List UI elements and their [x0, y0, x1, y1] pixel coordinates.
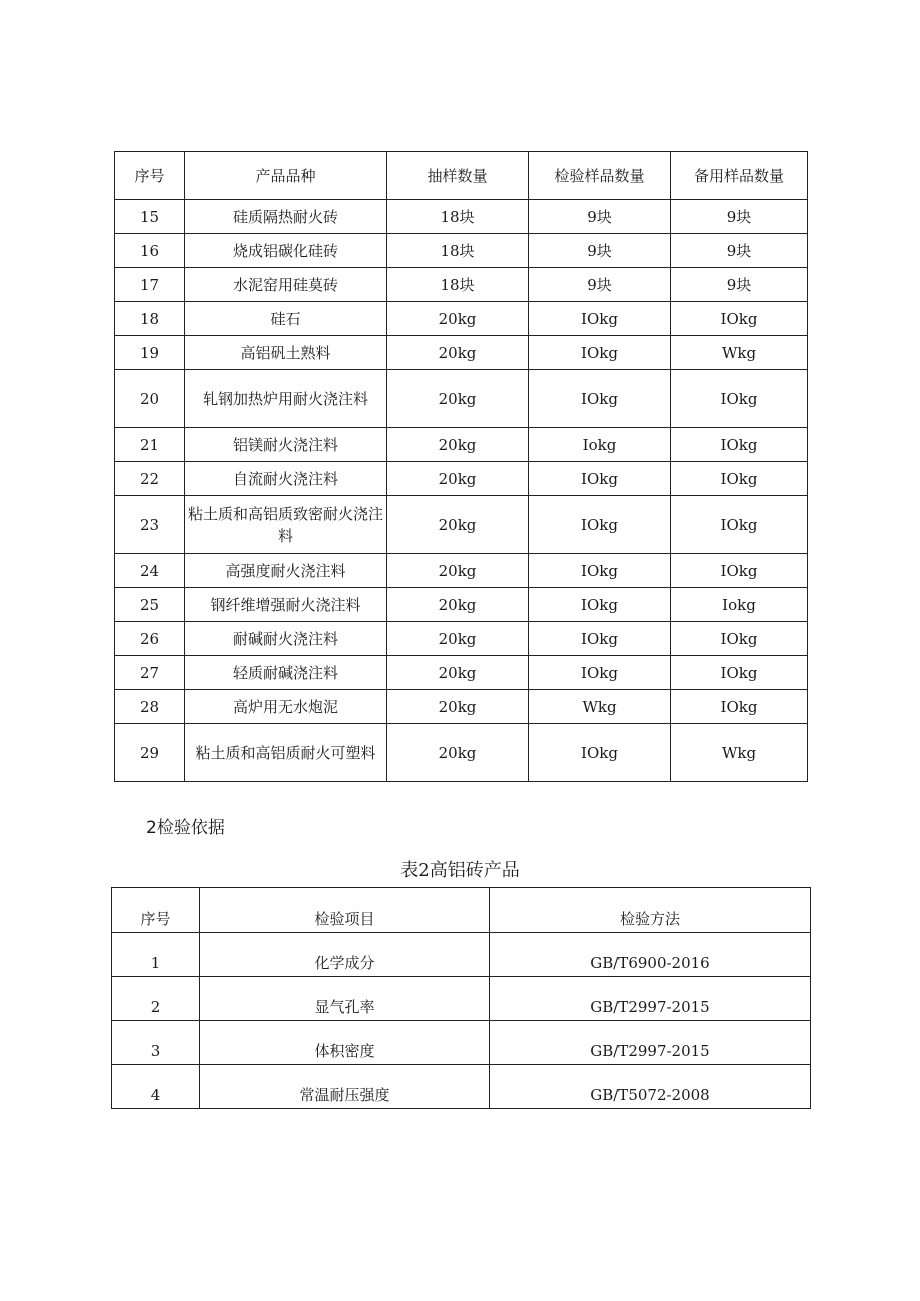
table-row: [115, 554, 808, 588]
table-cell: 20kg: [387, 622, 529, 656]
table-cell: 18块: [387, 200, 529, 234]
table-cell: 20kg: [387, 336, 529, 370]
table-row: [115, 462, 808, 496]
table-cell: 高铝矾土熟料: [185, 336, 387, 370]
table-cell: 9块: [671, 268, 808, 302]
section-title: 2检验依据: [146, 818, 225, 838]
table-row: [115, 370, 808, 428]
table-row: [112, 1021, 811, 1065]
table-cell: 20kg: [387, 554, 529, 588]
table-cell: 粘土质和高铝质耐火可塑料: [185, 724, 387, 782]
table-row: [115, 234, 808, 268]
table-cell: 20kg: [387, 656, 529, 690]
table-cell: 20kg: [387, 690, 529, 724]
table-cell: IOkg: [671, 622, 808, 656]
table-header-row: [115, 152, 808, 200]
table-cell: 烧成铝碳化硅砖: [185, 234, 387, 268]
table-cell: Wkg: [671, 724, 808, 782]
table-row: [115, 690, 808, 724]
table-cell: 9块: [671, 200, 808, 234]
table-cell: IOkg: [529, 656, 671, 690]
table-caption: 表2高铝砖产品: [400, 860, 520, 881]
table-cell: 9块: [671, 234, 808, 268]
table-cell: 18: [115, 302, 185, 336]
column-header: 检验样品数量: [529, 152, 671, 200]
table-cell: 钢纤维增强耐火浇注料: [185, 588, 387, 622]
table-row: [115, 428, 808, 462]
table-cell: 18块: [387, 234, 529, 268]
table-row: [115, 336, 808, 370]
table-row: [115, 622, 808, 656]
inspection-basis-table: [111, 887, 811, 1109]
table-cell: IOkg: [529, 724, 671, 782]
table-cell: IOkg: [671, 462, 808, 496]
table-cell: 28: [115, 690, 185, 724]
table-cell: IOkg: [529, 462, 671, 496]
table-row: [115, 200, 808, 234]
table-cell: GB/T2997-2015: [490, 977, 811, 1021]
table-cell: IOkg: [671, 554, 808, 588]
column-header: 检验项目: [200, 888, 490, 933]
column-header: 产品品种: [185, 152, 387, 200]
column-header: 备用样品数量: [671, 152, 808, 200]
table-cell: 23: [115, 496, 185, 554]
table-cell: 1: [112, 933, 200, 977]
table-cell: IOkg: [529, 588, 671, 622]
sampling-table: [114, 151, 808, 782]
table-cell: IOkg: [671, 690, 808, 724]
table-cell: 16: [115, 234, 185, 268]
table-cell: 自流耐火浇注料: [185, 462, 387, 496]
table-cell: IOkg: [529, 554, 671, 588]
table-cell: IOkg: [529, 496, 671, 554]
table-cell: IOkg: [671, 370, 808, 428]
table-cell: 高炉用无水炮泥: [185, 690, 387, 724]
table-cell: 轻质耐碱浇注料: [185, 656, 387, 690]
table-row: [112, 1065, 811, 1109]
table-cell: 22: [115, 462, 185, 496]
table-cell: 水泥窑用硅莫砖: [185, 268, 387, 302]
table-cell: 17: [115, 268, 185, 302]
table-cell: 26: [115, 622, 185, 656]
table-cell: IOkg: [529, 370, 671, 428]
table-cell: 9块: [529, 200, 671, 234]
table-cell: IOkg: [671, 428, 808, 462]
table-cell: 粘土质和高铝质致密耐火浇注料: [185, 496, 387, 554]
table-cell: Iokg: [671, 588, 808, 622]
table-cell: IOkg: [671, 656, 808, 690]
table-header-row: [112, 888, 811, 933]
table-cell: 20kg: [387, 370, 529, 428]
table-cell: GB/T6900-2016: [490, 933, 811, 977]
table-cell: 20kg: [387, 462, 529, 496]
table-cell: 25: [115, 588, 185, 622]
table-row: [112, 933, 811, 977]
table-cell: 铝镁耐火浇注料: [185, 428, 387, 462]
table-cell: 24: [115, 554, 185, 588]
table-cell: IOkg: [529, 622, 671, 656]
table-cell: GB/T2997-2015: [490, 1021, 811, 1065]
table-cell: 20kg: [387, 496, 529, 554]
table-cell: 硅质隔热耐火砖: [185, 200, 387, 234]
table-cell: 显气孔率: [200, 977, 490, 1021]
table-cell: 耐碱耐火浇注料: [185, 622, 387, 656]
table-row: [115, 302, 808, 336]
table-row: [115, 656, 808, 690]
table-cell: Wkg: [529, 690, 671, 724]
table-cell: 9块: [529, 268, 671, 302]
table-cell: 硅石: [185, 302, 387, 336]
column-header: 序号: [112, 888, 200, 933]
table-row: [115, 588, 808, 622]
table-cell: 20kg: [387, 302, 529, 336]
table-cell: 27: [115, 656, 185, 690]
table-row: [115, 724, 808, 782]
table-cell: Iokg: [529, 428, 671, 462]
table-cell: 轧钢加热炉用耐火浇注料: [185, 370, 387, 428]
table-cell: IOkg: [671, 302, 808, 336]
table-cell: 20kg: [387, 588, 529, 622]
column-header: 检验方法: [490, 888, 811, 933]
table-cell: 20: [115, 370, 185, 428]
column-header: 抽样数量: [387, 152, 529, 200]
table-cell: IOkg: [671, 496, 808, 554]
table-row: [115, 268, 808, 302]
table-cell: IOkg: [529, 302, 671, 336]
table-cell: Wkg: [671, 336, 808, 370]
table-cell: 4: [112, 1065, 200, 1109]
table-cell: GB/T5072-2008: [490, 1065, 811, 1109]
table-cell: 9块: [529, 234, 671, 268]
table-cell: 体积密度: [200, 1021, 490, 1065]
table-cell: 2: [112, 977, 200, 1021]
table-row: [115, 496, 808, 554]
table-cell: 20kg: [387, 428, 529, 462]
table-cell: 常温耐压强度: [200, 1065, 490, 1109]
table-cell: 18块: [387, 268, 529, 302]
table-cell: 3: [112, 1021, 200, 1065]
table-cell: 21: [115, 428, 185, 462]
table-row: [112, 977, 811, 1021]
table-cell: 20kg: [387, 724, 529, 782]
column-header: 序号: [115, 152, 185, 200]
table-cell: 化学成分: [200, 933, 490, 977]
table-cell: 29: [115, 724, 185, 782]
table-cell: 19: [115, 336, 185, 370]
table-cell: 高强度耐火浇注料: [185, 554, 387, 588]
table-cell: IOkg: [529, 336, 671, 370]
table-cell: 15: [115, 200, 185, 234]
